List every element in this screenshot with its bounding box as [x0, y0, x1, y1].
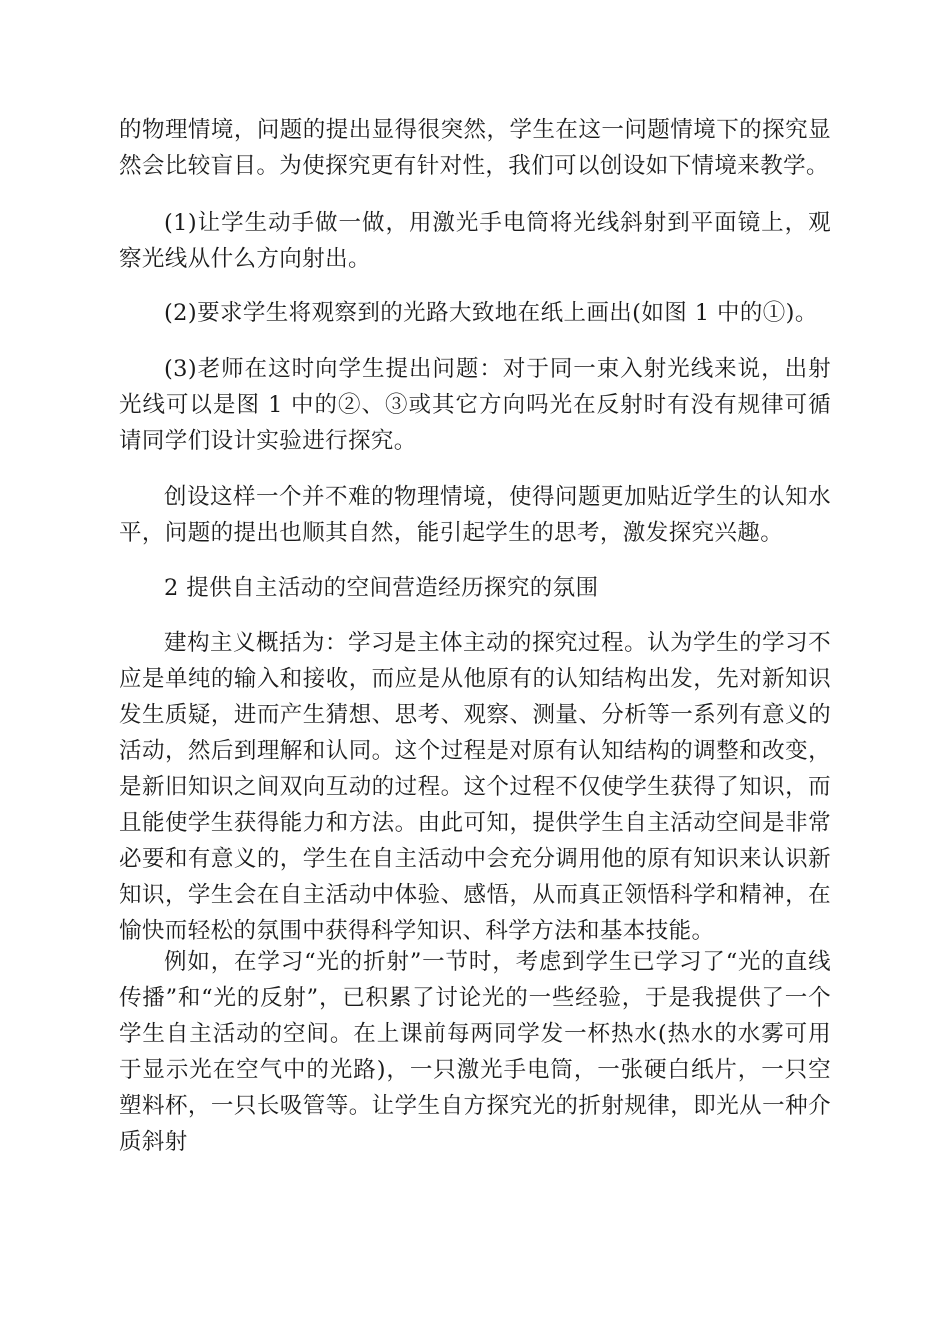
paragraph-example: 例如，在学习“光的折射”一节时，考虑到学生已学习了“光的直线传播”和“光的反射”，已积累了讨论光的一些经验，于是我提供了一个学生自主活动的空间。在上课前每两同学发一杯热水(热水的水雾可用于显示光在空气中的光路)，一只激光手电筒，一张硬白纸片，一只空塑料杯，一只长吸管等。让学生自方探究光的折射规律，即光从一种介质斜射 — [119, 949, 831, 1155]
paragraph-constructivism: 建构主义概括为：学习是主体主动的探究过程。认为学生的学习不应是单纯的输入和接收，而应是从他原有的认知结构出发，先对新知识发生质疑，进而产生猜想、思考、观察、测量、分析等一系列有意义的活动，然后到理解和认同。这个过程是对原有认知结构的调整和改变，是新旧知识之间双向互动的过程。这个过程不仅使学生获得了知识，而且能使学生获得能力和方法。由此可知，提供学生自主活动空间是非常必要和有意义的，学生在自主活动中会充分调用他的原有知识来认识新知识，学生会在自主活动中体验、感悟，从而真正领悟科学和精神，在愉快而轻松的氛围中获得科学知识、科学方法和基本技能。 — [119, 630, 831, 944]
paragraph-summary: 创设这样一个并不难的物理情境，使得问题更加贴近学生的认知水平，问题的提出也顺其自然，能引起学生的思考，激发探究兴趣。 — [119, 484, 831, 546]
paragraph-step-1: (1)让学生动手做一做，用激光手电筒将光线斜射到平面镜上，观察光线从什么方向射出。 — [119, 210, 831, 272]
paragraph-step-2: (2)要求学生将观察到的光路大致地在纸上画出(如图 1 中的①)。 — [164, 300, 818, 326]
paragraph-continuation: 的物理情境，问题的提出显得很突然，学生在这一问题情境下的探究显然会比较盲目。为使探究更有针对性，我们可以创设如下情境来教学。 — [119, 117, 831, 179]
paragraph-step-3: (3)老师在这时向学生提出问题：对于同一束入射光线来说，出射光线可以是图 1 中的②、③或其它方向吗光在反射时有没有规律可循请同学们设计实验进行探究。 — [119, 356, 831, 454]
section-heading: 2 提供自主活动的空间营造经历探究的氛围 — [164, 575, 599, 601]
